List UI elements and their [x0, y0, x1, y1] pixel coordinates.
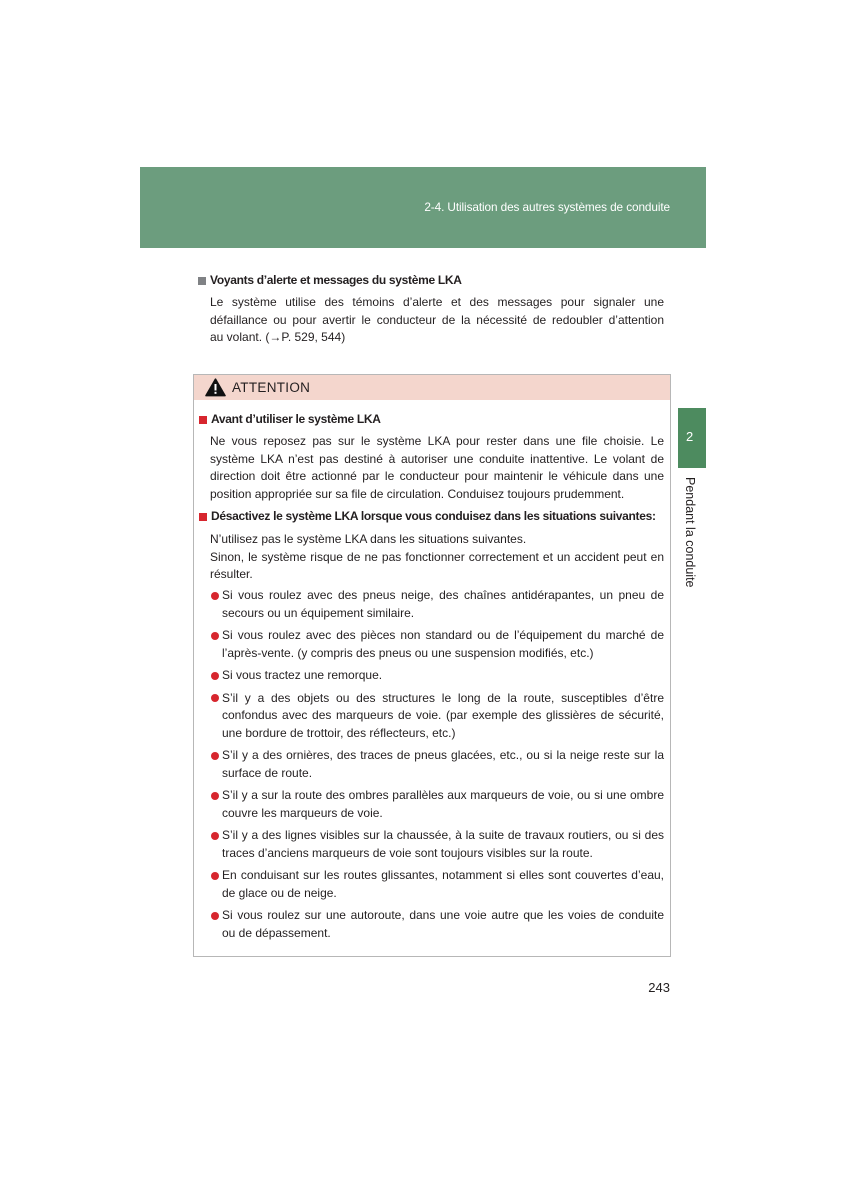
section-title: 2-4. Utilisation des autres systèmes de conduite: [424, 200, 670, 214]
list-item-text: [222, 667, 664, 685]
list-item: [211, 747, 665, 782]
intro-section: [198, 272, 664, 347]
attention-heading-row: [199, 411, 665, 429]
red-dot-bullet-icon: [211, 752, 219, 760]
list-item-text: [222, 627, 664, 662]
chapter-title: Pendant la conduite: [683, 477, 697, 588]
list-item-text: [222, 787, 664, 822]
attention-paragraph: [210, 531, 664, 584]
list-item-line: Si vous roulez avec des pneus neige, des chaînes antidérapantes, un pneu de: [222, 588, 664, 602]
red-dot-bullet-icon: [211, 832, 219, 840]
attention-header: [194, 375, 670, 400]
list-item-line: confondus avec des marqueurs de voie. (par exemple des glissières de sécurité,: [222, 708, 664, 722]
section-header-band: [140, 167, 706, 248]
red-dot-bullet-icon: [211, 672, 219, 680]
list-item-text: [222, 587, 664, 622]
red-dot-bullet-icon: [211, 792, 219, 800]
list-item-text: [222, 827, 664, 862]
list-item-line: ou de dépassement.: [222, 925, 331, 940]
page-number: 243: [648, 980, 670, 995]
list-item-text: [222, 867, 664, 902]
paragraph-line: défaillance ou pour avertir le conducteur de la nécessité de redoubler d’attention: [210, 312, 664, 327]
list-item: [211, 667, 665, 685]
paragraph-line: N’utilisez pas le système LKA dans les situations suivantes.: [210, 532, 527, 546]
paragraph-line: Le système utilise des témoins d’alerte et des messages pour signaler une: [210, 295, 664, 309]
attention-paragraph: [210, 433, 664, 503]
list-item-line: Si vous roulez avec des pièces non standard ou de l’équipement du marché de: [222, 628, 664, 642]
chapter-number: 2: [686, 429, 694, 444]
list-item-line: Si vous roulez sur une autoroute, dans une voie autre que les voies de conduite: [222, 908, 664, 922]
attention-heading: Avant d’utiliser le système LKA: [211, 412, 381, 426]
list-item-line: S’il y a sur la route des ombres parallèles aux marqueurs de voie, ou si une ombre: [222, 788, 664, 802]
list-item-text: [222, 690, 664, 743]
square-bullet-icon: [199, 416, 207, 424]
list-item-line: secours ou un équipement similaire.: [222, 605, 415, 620]
paragraph-line: Sinon, le système risque de ne pas fonctionner correctement et un accident peut en: [210, 549, 664, 564]
list-item: [211, 827, 665, 862]
paragraph-line: Ne vous reposez pas sur le système LKA pour rester dans une file choisie. Le: [210, 434, 664, 448]
list-item: [211, 867, 665, 902]
attention-heading-row: [199, 508, 665, 526]
list-item-line: S’il y a des ornières, des traces de pneus glacées, etc., ou si la neige reste sur la: [222, 748, 664, 762]
list-item-line: de glace ou de neige.: [222, 885, 337, 900]
list-item-line: S’il y a des objets ou des structures le long de la route, susceptibles d’être: [222, 690, 664, 705]
intro-heading: Voyants d’alerte et messages du système LKA: [210, 273, 462, 287]
list-item-line: Si vous tractez une remorque.: [222, 668, 383, 682]
red-dot-bullet-icon: [211, 632, 219, 640]
list-item-line: S’il y a des lignes visibles sur la chaussée, à la suite de travaux routiers, ou si des: [222, 828, 664, 842]
intro-heading-row: [198, 272, 664, 290]
attention-title: ATTENTION: [232, 380, 311, 395]
square-bullet-icon: [199, 513, 207, 521]
list-item: [211, 587, 665, 622]
list-item: [211, 907, 665, 942]
intro-paragraph: [210, 294, 664, 347]
list-item-text: [222, 907, 664, 942]
red-dot-bullet-icon: [211, 872, 219, 880]
list-item-text: [222, 747, 664, 782]
list-item-line: traces d’anciens marqueurs de voie sont toujours visibles sur la route.: [222, 845, 593, 860]
square-bullet-icon: [198, 277, 206, 285]
paragraph-line: au volant. (→P. 529, 544): [210, 330, 346, 344]
warning-triangle-icon: [205, 378, 226, 397]
list-item-line: l’après-vente. (y compris des pneus ou une suspension modifiés, etc.): [222, 645, 594, 660]
paragraph-line: résulter.: [210, 567, 253, 581]
list-item-line: couvre les marqueurs de voie.: [222, 805, 383, 820]
list-item-line: une bordure de trottoir, des réflecteurs, etc.): [222, 725, 456, 740]
chapter-tab: [678, 408, 706, 468]
red-dot-bullet-icon: [211, 592, 219, 600]
paragraph-line: direction doit être actionné par le conducteur pour maintenir le véhicule dans une: [210, 469, 664, 483]
list-item-line: En conduisant sur les routes glissantes, notamment si elles sont couvertes d’eau,: [222, 868, 664, 882]
attention-heading: Désactivez le système LKA lorsque vous conduisez dans les situations suivantes:: [211, 509, 656, 523]
list-item: [211, 787, 665, 822]
list-item: [211, 690, 665, 743]
list-item: [211, 627, 665, 662]
red-dot-bullet-icon: [211, 694, 219, 702]
paragraph-line: système LKA n’est pas destiné à autoriser une conduite inattentive. Le volant de: [210, 451, 664, 466]
attention-box: [193, 374, 671, 957]
list-item-line: surface de route.: [222, 765, 313, 780]
paragraph-line: position appropriée sur sa file de circulation. Conduisez toujours prudemment.: [210, 486, 625, 501]
attention-body: [194, 400, 670, 956]
red-dot-bullet-icon: [211, 912, 219, 920]
